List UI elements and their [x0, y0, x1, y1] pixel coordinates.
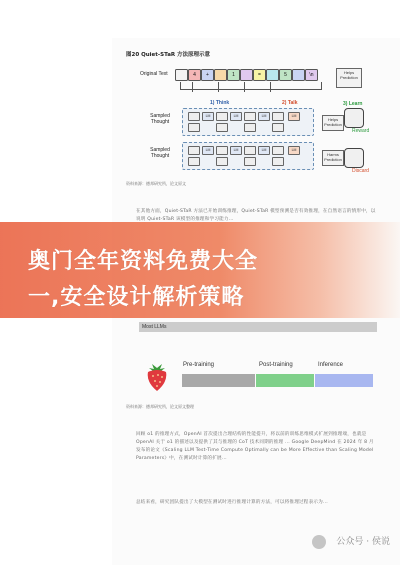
- mini-token: [216, 123, 228, 132]
- think-label: 1) Think: [210, 100, 230, 106]
- token: [214, 69, 227, 81]
- mini-token: [244, 112, 256, 121]
- token: 4: [188, 69, 201, 81]
- posttraining-bar: [256, 374, 314, 387]
- banner-line-1: 奥门全年资料免费大全: [28, 249, 259, 274]
- banner-line-2: 一,安全设计解析策略: [28, 285, 245, 310]
- token: 1: [227, 69, 240, 81]
- inference-bar: [315, 374, 373, 387]
- pretraining-label: Pre-training: [183, 362, 215, 368]
- helps-prediction-box: [336, 68, 362, 88]
- token: [292, 69, 305, 81]
- lm-block: LM: [202, 146, 214, 155]
- most-llms-label: Most LLMs: [142, 324, 167, 330]
- harms-label: Harms Prediction: [324, 152, 342, 162]
- token-start: [175, 69, 188, 81]
- token: [240, 69, 253, 81]
- mini-token: [188, 123, 200, 132]
- connector-line: [192, 82, 193, 92]
- figure-source: 资料来源：德邦研究所，论文原文: [126, 181, 186, 186]
- mini-token: [216, 112, 228, 121]
- lm-block: LM: [258, 112, 270, 121]
- mini-token: [272, 123, 284, 132]
- mini-token: [188, 157, 200, 166]
- strawberry-icon: [144, 360, 170, 392]
- helps-box: [322, 115, 344, 131]
- learn-label: 3) Learn: [343, 101, 363, 107]
- mini-token: [188, 146, 200, 155]
- body-paragraph-2: 回顾 o1 的推理方式，OpenAI 首次提出合理结构的性能提升，将以前的训练思维模式扩展到推理端，也就是 OpenAI 关于 o1 的描述以及提供了其与推理的 CoT 技术同期的推理 ... Google DeepMind 在 2024 年 8 月发布的论文《Scaling LLM Test-Time Compute Optimally can be More Effective than Scaling Model Parameters》中，在测试时计算的扩展...: [136, 432, 374, 461]
- token: 5: [279, 69, 292, 81]
- lm-block: LM: [288, 112, 300, 121]
- discard-label: Discard: [352, 168, 369, 174]
- lm-block: LM: [202, 112, 214, 121]
- figure-source-2: 资料来源：德邦研究所，论文原文整理: [126, 404, 194, 409]
- figure-caption: 图20 Quiet-STaR 方法原理示意: [126, 52, 211, 58]
- mini-token: [272, 112, 284, 121]
- harms-box: [322, 150, 344, 166]
- token: [266, 69, 279, 81]
- token-connector: [180, 82, 322, 90]
- mini-token: [272, 146, 284, 155]
- connector-line: [244, 82, 245, 92]
- most-llms-bar: [139, 322, 377, 332]
- robot-discard-icon: [344, 148, 364, 168]
- connector-line: [218, 82, 219, 92]
- posttraining-label: Post-training: [259, 362, 293, 368]
- body-paragraph-1: 在其他方面，Quiet-STaR 方法已开始训练推理，Quiet-STaR 模型预测是否有效推理，在自然语言的情形中，以说明 Quiet-STaR 该模型的推理和学习能力...: [136, 209, 376, 222]
- wechat-logo-icon: [312, 535, 326, 549]
- token: \n: [305, 69, 318, 81]
- pretraining-bar: [182, 374, 255, 387]
- lm-block: LM: [258, 146, 270, 155]
- robot-reward-icon: [344, 108, 364, 128]
- mini-token: [244, 157, 256, 166]
- lm-block: LM: [230, 146, 242, 155]
- helps-label: Helps Prediction: [324, 117, 342, 127]
- mini-token: [188, 112, 200, 121]
- token: +: [201, 69, 214, 81]
- body-paragraph-3: 总结来看，研究团队提出了大模型在测试时进行推理计算的方法，可以将推理过程表示为...: [136, 500, 328, 505]
- lm-block: LM: [288, 146, 300, 155]
- watermark: 公众号 · 侯说: [336, 537, 390, 547]
- sampled-thought-label-1: Sampled Thought: [150, 113, 170, 125]
- mini-token: [272, 157, 284, 166]
- mini-token: [216, 157, 228, 166]
- connector-line: [270, 82, 271, 92]
- lm-block: LM: [230, 112, 242, 121]
- sampled-thought-label-2: Sampled Thought: [150, 147, 170, 159]
- mini-token: [244, 146, 256, 155]
- mini-token: [244, 123, 256, 132]
- reward-label: Reward: [352, 128, 370, 134]
- mini-token: [216, 146, 228, 155]
- original-text-label: Original Text: [140, 71, 168, 77]
- promo-banner[interactable]: [0, 222, 400, 318]
- helps-prediction-label: Helps Prediction: [340, 70, 358, 80]
- inference-label: Inference: [318, 362, 344, 368]
- token: =: [253, 69, 266, 81]
- talk-label: 2) Talk: [282, 100, 298, 106]
